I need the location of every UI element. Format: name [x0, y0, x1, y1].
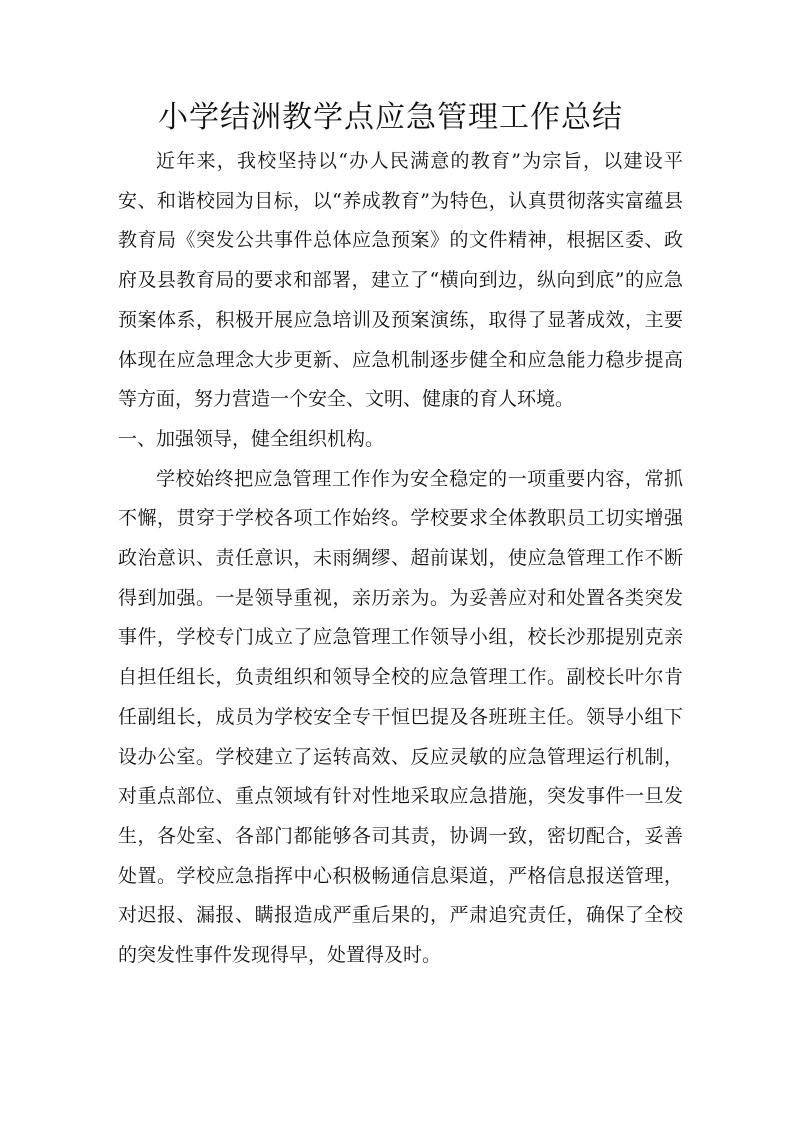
document-body — [118, 142, 683, 976]
section-heading: 一、加强领导，健全组织机构。 — [118, 427, 385, 450]
intro-paragraph: 近年来，我校坚持以“办人民满意的教育”为宗旨，以建设平安、和谐校园为目标，以“养成教育”为特色，认真贯彻落实富蕴县教育局《突发公共事件总体应急预案》的文件精神，根据区委、政府及县教育局的要求和部署，建立了“横向到边，纵向到底”的应急预案体系，积极开展应急培训及预案演练，取得了显著成效，主要体现在应急理念大步更新、应急机制逐步健全和应急能力稳步提高等方面，努力营造一个安全、文明、健康的育人环境。 — [118, 150, 683, 411]
document-title: 小学结洲教学点应急管理工作总结 — [158, 100, 623, 135]
section-paragraph: 学校始终把应急管理工作作为安全稳定的一项重要内容，常抓不懈，贯穿于学校各项工作始终。学校要求全体教职员工切实增强政治意识、责任意识，未雨绸缪、超前谋划，使应急管理工作不断得到加强。一是领导重视，亲历亲为。为妥善应对和处置各类突发事件，学校专门成立了应急管理工作领导小组，校长沙那提别克亲自担任组长，负责组织和领导全校的应急管理工作。副校长叶尔肯任副组长，成员为学校安全专干恒巴提及各班班主任。领导小组下设办公室。学校建立了运转高效、反应灵敏的应急管理运行机制，对重点部位、重点领域有针对性地采取应急措施，突发事件一旦发生，各处室、各部门都能够各司其责，协调一致，密切配合，妥善处置。学校应急指挥中心积极畅通信息渠道，严格信息报送管理，对迟报、漏报、瞒报造成严重后果的，严肃追究责任，确保了全校的突发性事件发现得早，处置得及时。 — [118, 467, 683, 967]
